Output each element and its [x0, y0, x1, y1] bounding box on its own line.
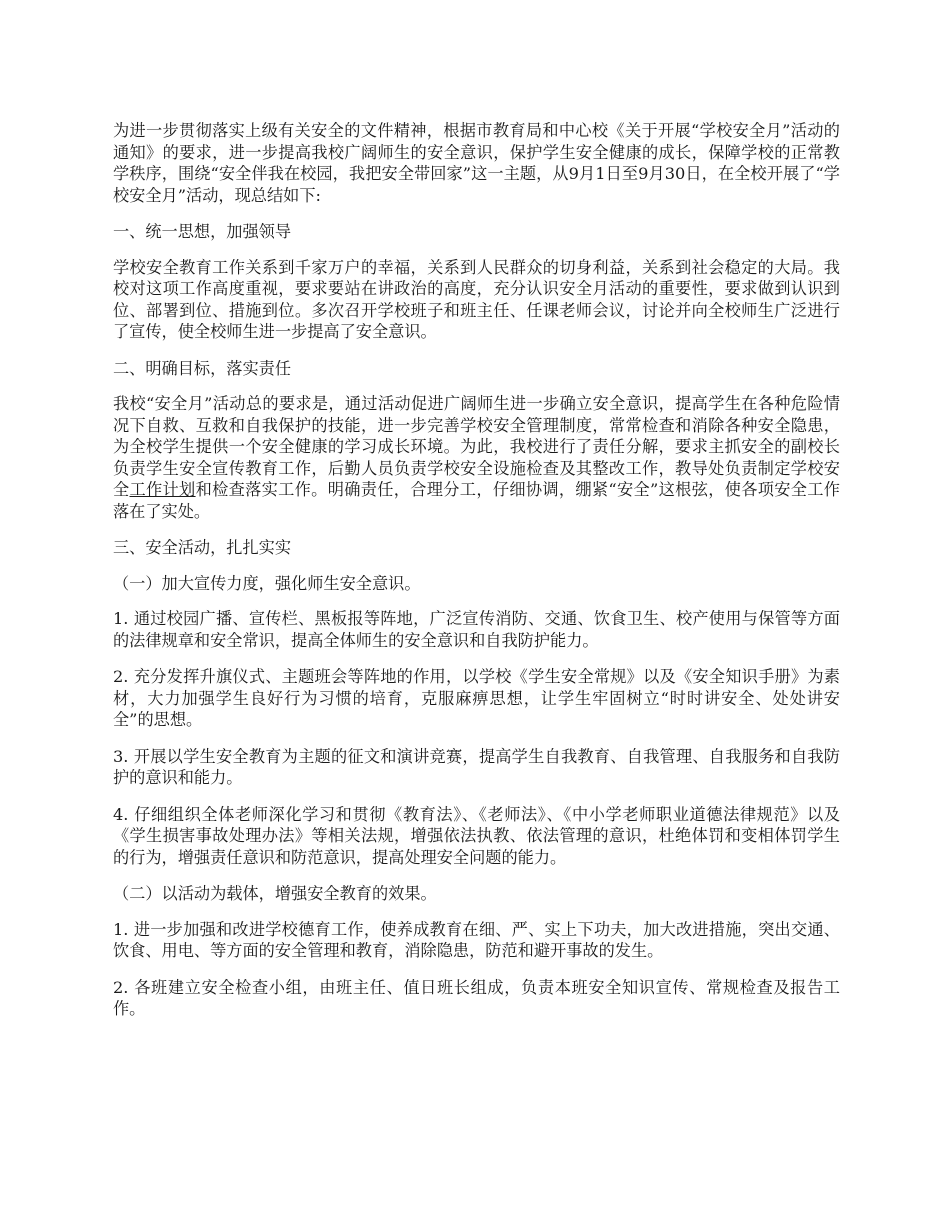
- list-item: 2. 各班建立安全检查小组，由班主任、值日班长组成，负责本班安全知识宣传、常规检查及报告工作。: [113, 977, 840, 1018]
- section2-text-a: 我校“安全月”活动总的要求是，通过活动促进广阔师生进一步确立安全意识，提高学生在各种危险情况下自救、互救和自我保护的技能，进一步完善学校安全管理制度，常常检查和消除各种安全隐患，为全校学生提供一个安全健康的学习成长环境。为此，我校进行了责任分解，要求主抓安全的副校长负责学生安全宣传教育工作，后勤人员负责学校安全设施检查及其整改工作，教导处负责制定学校安全: [113, 394, 840, 499]
- document-body: [113, 120, 840, 1035]
- list-item: 2. 充分发挥升旗仪式、主题班会等阵地的作用，以学校《学生安全常规》以及《安全知识手册》为素材，大力加强学生良好行为习惯的培育，克服麻痹思想，让学生牢固树立“时时讲安全、处处讲安全”的思想。: [113, 667, 840, 729]
- section-heading-safety-activities: 三、安全活动，扎扎实实: [113, 538, 292, 557]
- section-heading-clarify-goals: 二、明确目标，落实责任: [113, 358, 292, 378]
- section2-paragraph: [113, 393, 840, 522]
- work-plan-link[interactable]: 工作计划: [129, 480, 196, 499]
- list-item: 4. 仔细组织全体老师深化学习和贯彻《教育法》、《老师法》、《中小学老师职业道德法律规范》以及《学生损害事故处理办法》等相关法规，增强依法执教、依法管理的意识，杜绝体罚和变相体罚学生的行为，增强责任意识和防范意识，提高处理安全问题的能力。: [113, 804, 840, 867]
- subsection-heading-publicity: （一）加大宣传力度，强化师生安全意识。: [113, 573, 421, 593]
- list-item: 3. 开展以学生安全教育为主题的征文和演讲竞赛，提高学生自我教育、自我管理、自我服务和自我防护的意识和能力。: [113, 746, 840, 787]
- section2-text-b: 和检查落实工作。明确责任，合理分工，仔细协调，绷紧“安全”这根弦，使各项安全工作落在了实处。: [113, 480, 840, 521]
- list-item: 1. 进一步加强和改进学校德育工作，使养成教育在细、严、实上下功夫，加大改进措施，突出交通、饮食、用电、等方面的安全管理和教育，消除隐患，防范和避开事故的发生。: [113, 919, 840, 960]
- list-item: 1. 通过校园广播、宣传栏、黑板报等阵地，广泛宣传消防、交通、饮食卫生、校产使用与保管等方面的法律规章和安全常识，提高全体师生的安全意识和自我防护能力。: [113, 609, 840, 650]
- intro-paragraph: 为进一步贯彻落实上级有关安全的文件精神，根据市教育局和中心校《关于开展“学校安全月”活动的通知》的要求，进一步提高我校广阔师生的安全意识，保护学生安全健康的成长，保障学校的正常教学秩序，围绕“安全伴我在校园，我把安全带回家”这一主题，从9月1日至9月30日，在全校开展了“学校安全月”活动，现总结如下:: [113, 121, 840, 205]
- subsection-heading-activities: （二）以活动为载体，增强安全教育的效果。: [113, 884, 437, 903]
- section1-paragraph: 学校安全教育工作关系到千家万户的幸福，关系到人民群众的切身利益，关系到社会稳定的大局。我校对这项工作高度重视，要求要站在讲政治的高度，充分认识安全月活动的重要性，要求做到认识到位、部署到位、措施到位。多次召开学校班子和班主任、任课老师会议，讨论并向全校师生广泛进行了宣传，使全校师生进一步提高了安全意识。: [113, 257, 840, 341]
- section-heading-unify-thinking: 一、统一思想，加强领导: [113, 222, 292, 241]
